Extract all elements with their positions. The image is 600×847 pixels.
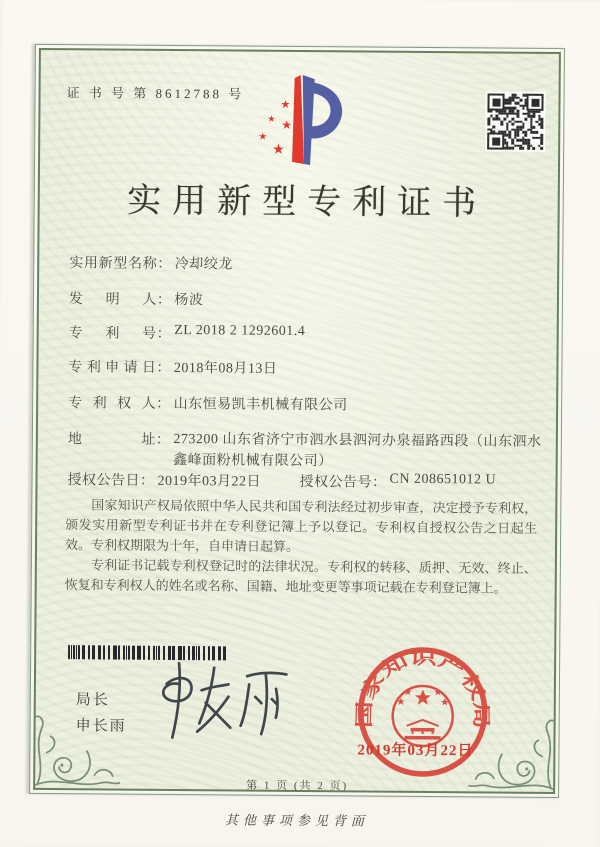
field-value: 杨波 [174, 293, 204, 309]
colon: ： [156, 396, 171, 412]
svg-text:★: ★ [267, 113, 276, 124]
field-row-inventor [69, 288, 204, 309]
field-row-filing-date [68, 356, 277, 378]
field-value: 2018年08月13日 [173, 361, 278, 377]
field-row-name [69, 252, 233, 273]
svg-text:★: ★ [272, 142, 285, 158]
field-label: 地址 [67, 432, 156, 448]
field-value: CN 208651012 U [389, 471, 497, 488]
field-row-grant [67, 469, 497, 491]
field-value: ZL 2018 2 1292601.4 [174, 323, 306, 340]
field-row-address [68, 428, 546, 474]
field-label: 发明人 [68, 292, 158, 308]
qr-finder-icon [526, 94, 543, 111]
gate-icon [407, 720, 439, 734]
svg-text:★: ★ [280, 98, 291, 111]
field-row-patentee [68, 392, 348, 414]
director-title: 局长 [75, 692, 110, 709]
legal-paragraph-2: 专利证书记载专利权登记时的法律状况。专利权的转移、质押、无效、终止、恢复和专利权人的姓名或名称、国籍、地址变更等事项记载在专利登记簿上。 [64, 557, 537, 596]
field-label: 实用新型名称 [69, 256, 158, 272]
field-value: 山东恒易凯丰机械有限公司 [173, 397, 348, 414]
field-label: 授权公告日 [67, 473, 141, 489]
seal-date: 2019年03月22日 [357, 742, 474, 760]
qr-finder-icon [487, 132, 504, 149]
legal-paragraph-1: 国家知识产权局依照中华人民共和国专利法经过初步审查，决定授予专利权，颁发实用新型专利证书并在专利登记簿上予以登记。专利权自授权公告之日起生效。专利权期限为十年，自申请日起算。 [64, 497, 538, 554]
field-label: 专利申请日 [68, 360, 157, 376]
field-label: 授权公告号 [299, 474, 373, 491]
certificate-number: 证 书 号 第 8612788 号 [66, 85, 245, 102]
field-label: 专利号 [68, 326, 157, 342]
colon: ： [157, 256, 172, 272]
svg-text:★: ★ [281, 117, 293, 132]
certificate-title: 实用新型专利证书 [127, 182, 488, 223]
director-signature [147, 657, 303, 746]
field-value: 2019年03月22日 [157, 473, 262, 490]
colon: ： [371, 475, 387, 491]
grant-date-group [67, 473, 261, 490]
colon: ： [156, 326, 172, 342]
patent-office-logo-icon [254, 66, 351, 173]
field-row-patent-number [69, 322, 306, 344]
field-value: 273200 山东省济宁市泗水县泗河办泉福路西段（山东泗水鑫峰面粉机械有限公司） [173, 432, 542, 470]
back-note: 其他事项参见背面 [224, 812, 369, 829]
qr-finder-icon [487, 93, 504, 110]
svg-text:★: ★ [258, 131, 268, 143]
director-name: 申长雨 [75, 718, 127, 735]
seal-text: 国家知识产权局 [354, 647, 491, 729]
page-number: 第 1 页 (共 2 页) [246, 779, 349, 793]
svg-text:国家知识产权局 [354, 645, 491, 729]
qr-code [485, 91, 545, 151]
colon: ： [156, 292, 172, 308]
grant-number-group [299, 471, 496, 493]
field-value: 冷却绞龙 [174, 257, 233, 273]
legal-text [65, 495, 538, 599]
field-label: 专利权人 [68, 396, 157, 412]
colon: ： [139, 473, 155, 489]
colon: ： [156, 360, 171, 376]
colon: ： [155, 432, 171, 448]
